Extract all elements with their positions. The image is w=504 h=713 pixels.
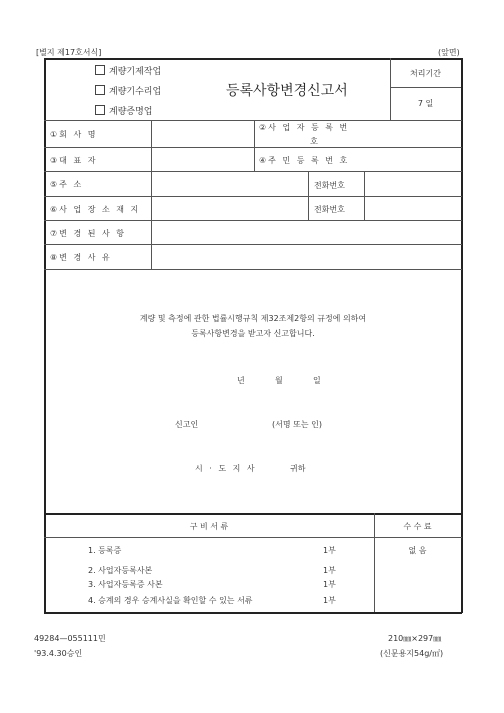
business-type-label: 계량기수리업	[109, 87, 162, 97]
approval-date: '93.4.30승인	[34, 649, 83, 658]
documents-header: 구 비 서 류	[189, 522, 229, 531]
business-type-label: 계량기제작업	[109, 67, 162, 77]
addressee-honorific: 귀하	[290, 464, 306, 473]
form-approval-code: 49284—055111민	[34, 634, 106, 643]
changed-items-field[interactable]	[152, 221, 461, 243]
fee-value: 없 음	[408, 546, 427, 555]
date-month-label: 월	[275, 376, 283, 385]
business-type-label: 계량증명업	[109, 107, 153, 117]
site-phone-field[interactable]	[365, 197, 461, 219]
checkbox-icon[interactable]	[95, 105, 105, 115]
resident-reg-no-label: ④주 민 등 록 번 호	[259, 156, 350, 165]
representative-field[interactable]	[152, 148, 253, 170]
signature-label: (서명 또는 인)	[272, 420, 322, 429]
phone-label: 전화번호	[314, 181, 345, 190]
document-count: 1부	[323, 580, 336, 589]
document-item: 2. 사업자등록사본	[88, 566, 153, 575]
date-day-label: 일	[313, 376, 321, 385]
processing-period-value: 7 일	[417, 99, 434, 108]
page-side-label: (앞면)	[438, 48, 460, 57]
fee-header: 수 수 료	[403, 522, 432, 531]
representative-label: ③대 표 자	[50, 156, 98, 165]
date-year-label: 년	[237, 376, 245, 385]
address-label: ⑤주 소	[50, 180, 84, 189]
change-reason-label: ⑧변 경 사 유	[50, 253, 112, 262]
processing-period-label: 처리기간	[410, 69, 441, 78]
resident-reg-no-field[interactable]	[375, 148, 461, 170]
form-number: [별지 제17호서식]	[36, 48, 102, 57]
document-item: 1. 등록증	[88, 546, 122, 555]
company-name-label: ①회 사 명	[50, 130, 98, 139]
site-phone-label: 전화번호	[314, 205, 345, 214]
address-field[interactable]	[152, 172, 307, 195]
document-item: 3. 사업자등록증 사본	[88, 580, 163, 589]
business-site-field[interactable]	[152, 197, 307, 219]
business-reg-no-label-cont: 호	[310, 137, 318, 146]
change-reason-field[interactable]	[152, 245, 461, 268]
document-count: 1부	[323, 596, 336, 605]
document-count: 1부	[323, 566, 336, 575]
checkbox-icon[interactable]	[95, 65, 105, 75]
applicant-label: 신고인	[175, 420, 199, 429]
document-item: 4. 승계의 경우 승계사실을 확인할 수 있는 서류	[88, 596, 253, 605]
paper-size: 210㎜×297㎜	[388, 634, 442, 643]
business-site-label: ⑥사 업 장 소 재 지	[50, 205, 141, 214]
checkbox-icon[interactable]	[95, 85, 105, 95]
declaration-line-2: 등록사항변경을 받고자 신고합니다.	[191, 329, 315, 338]
company-name-field[interactable]	[152, 121, 253, 147]
paper-spec: (신문용지54g/㎡)	[380, 649, 444, 658]
document-count: 1부	[323, 546, 336, 555]
addressee-label: 시 · 도 지 사	[195, 464, 257, 473]
form-title: 등록사항변경신고서	[226, 83, 348, 99]
declaration-line-1: 계량 및 측정에 관한 법률시행규칙 제32조제2항의 규정에 의하여	[139, 314, 367, 323]
phone-field[interactable]	[365, 172, 461, 195]
business-reg-no-field[interactable]	[375, 121, 461, 147]
changed-items-label: ⑦변 경 된 사 항	[50, 229, 126, 238]
business-reg-no-label: ②사 업 자 등 록 번	[259, 123, 350, 132]
